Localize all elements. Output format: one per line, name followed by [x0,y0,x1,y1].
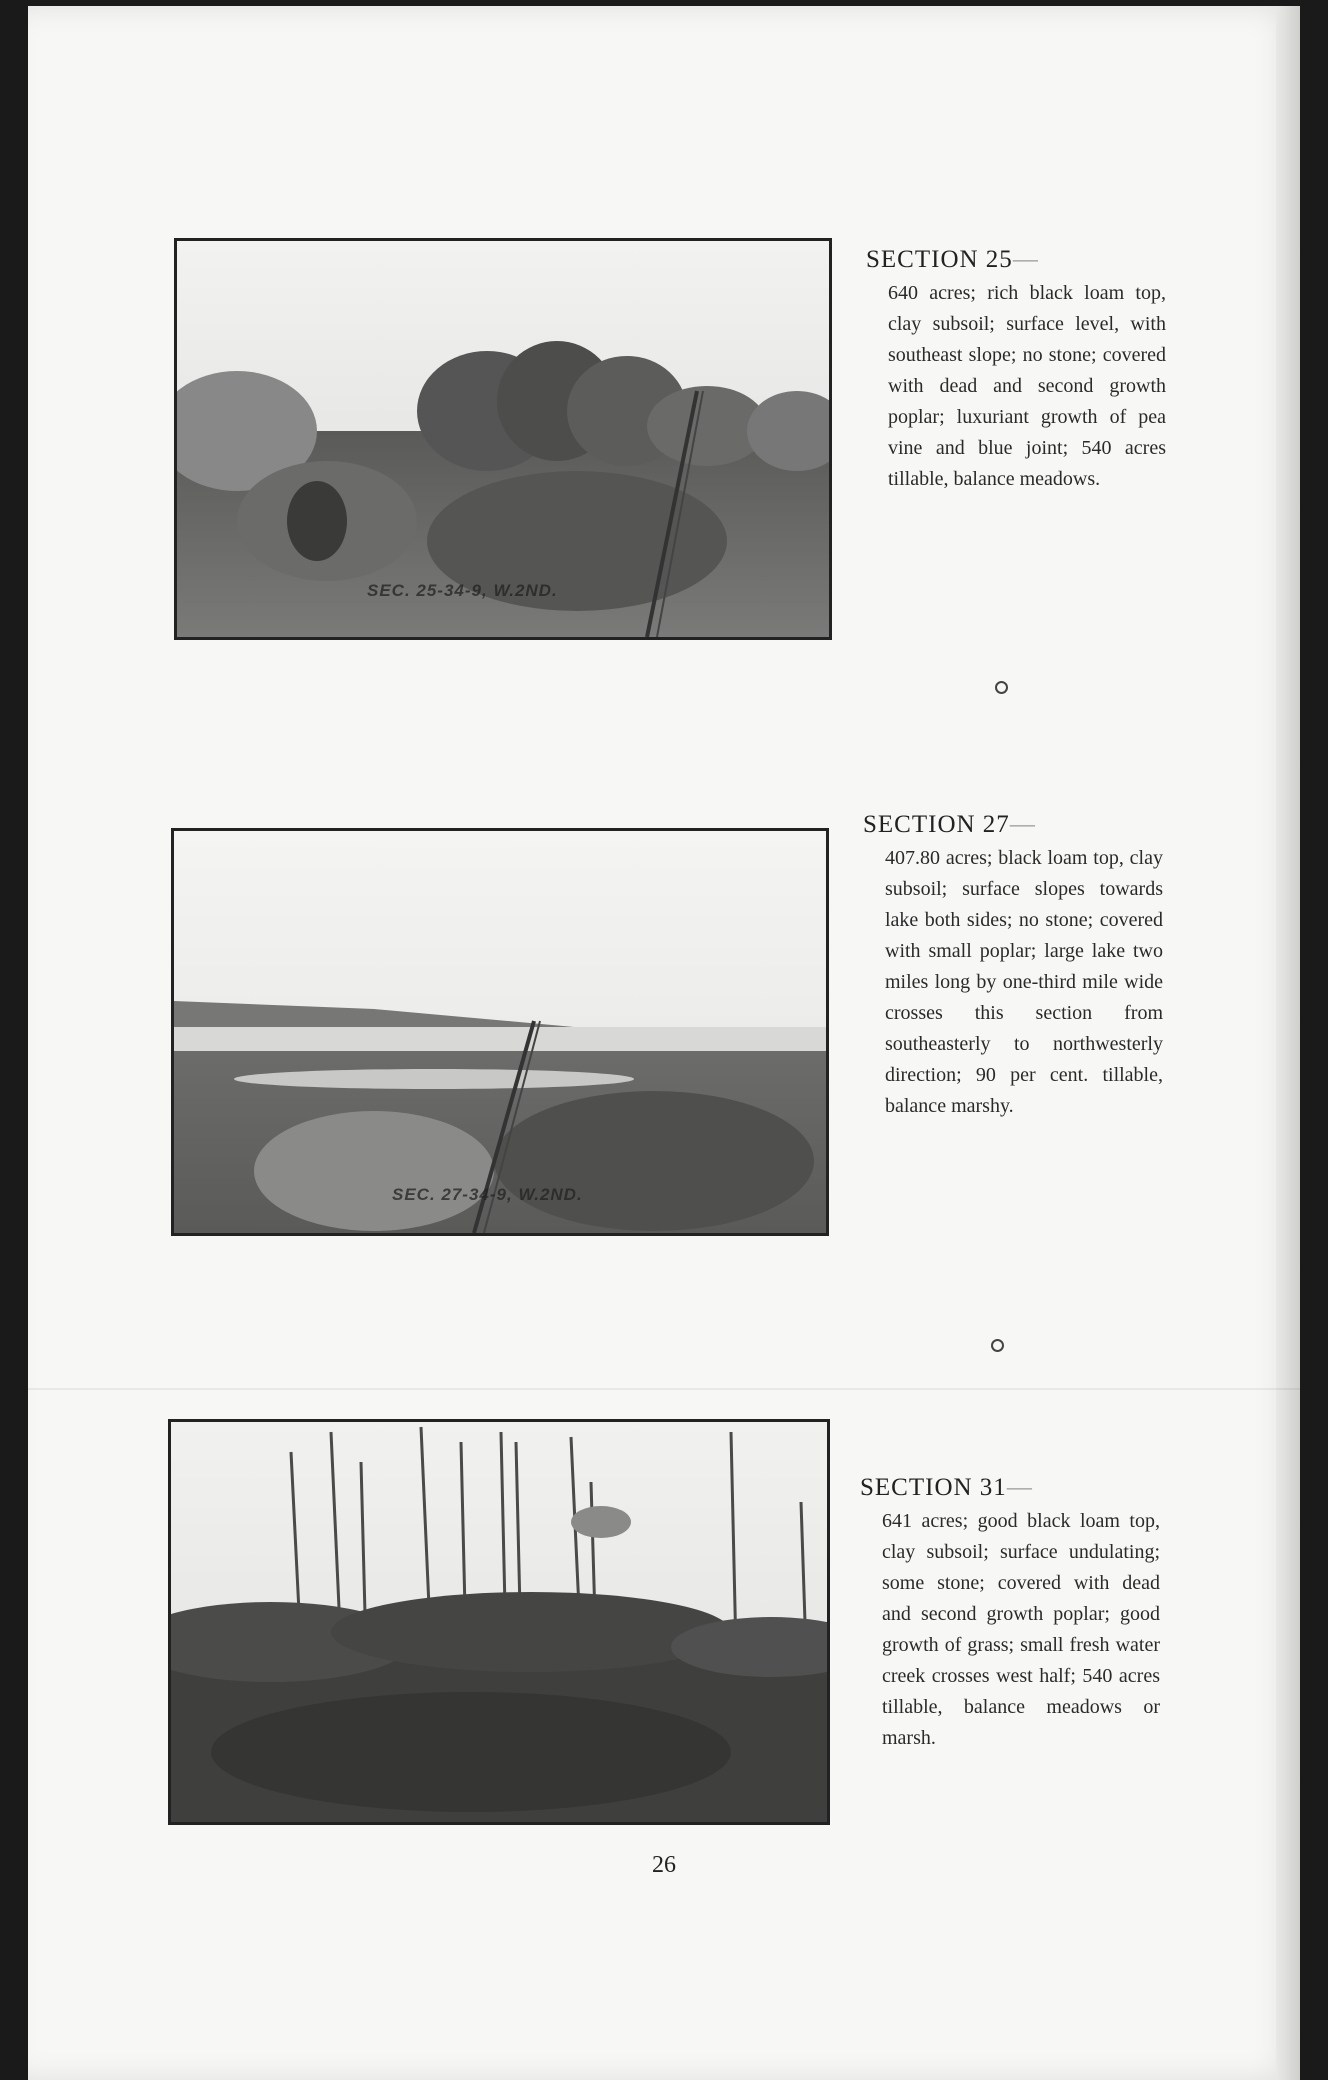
section-31-block [860,1474,1160,1754]
scan-line [28,1388,1300,1390]
photo-caption-label: SEC. 25-34-9, W.2ND. [367,581,558,600]
section-heading: SECTION 25— [866,246,1039,273]
document-page [28,6,1300,2080]
section-description: 640 acres; rich black loam top, clay subsoil; surface level, with southeast slope; no stone; covered with dead and second growth poplar; luxuriant growth of pea vine and blue joint; 540 acres tillable, balance meadows. [888,282,1166,490]
section-27-photo [171,828,829,1236]
section-heading: SECTION 27— [863,811,1036,838]
page-edge [1276,6,1300,2080]
page-number: 26 [652,1852,676,1878]
separator-ornament [991,1339,1004,1352]
section-heading: SECTION 31— [860,1474,1033,1501]
separator-ornament [995,681,1008,694]
photo-caption-label: SEC. 27-34-9, W.2ND. [392,1185,583,1204]
section-31-photo [168,1419,830,1825]
section-description: 641 acres; good black loam top, clay subsoil; surface undulating; some stone; covered with dead and second growth poplar; good growth of grass; small fresh water creek crosses west half; 540 acres tillable, balance meadows or marsh. [882,1510,1160,1749]
section-description: 407.80 acres; black loam top, clay subsoil; surface slopes towards lake both sides; no stone; covered with small poplar; large lake two miles long by one-third mile wide crosses this section from southeasterly to northwesterly direction; 90 per cent. tillable, balance marshy. [885,847,1163,1117]
section-27-block [863,811,1163,1122]
section-25-photo [174,238,832,640]
section-25-block [866,246,1166,495]
